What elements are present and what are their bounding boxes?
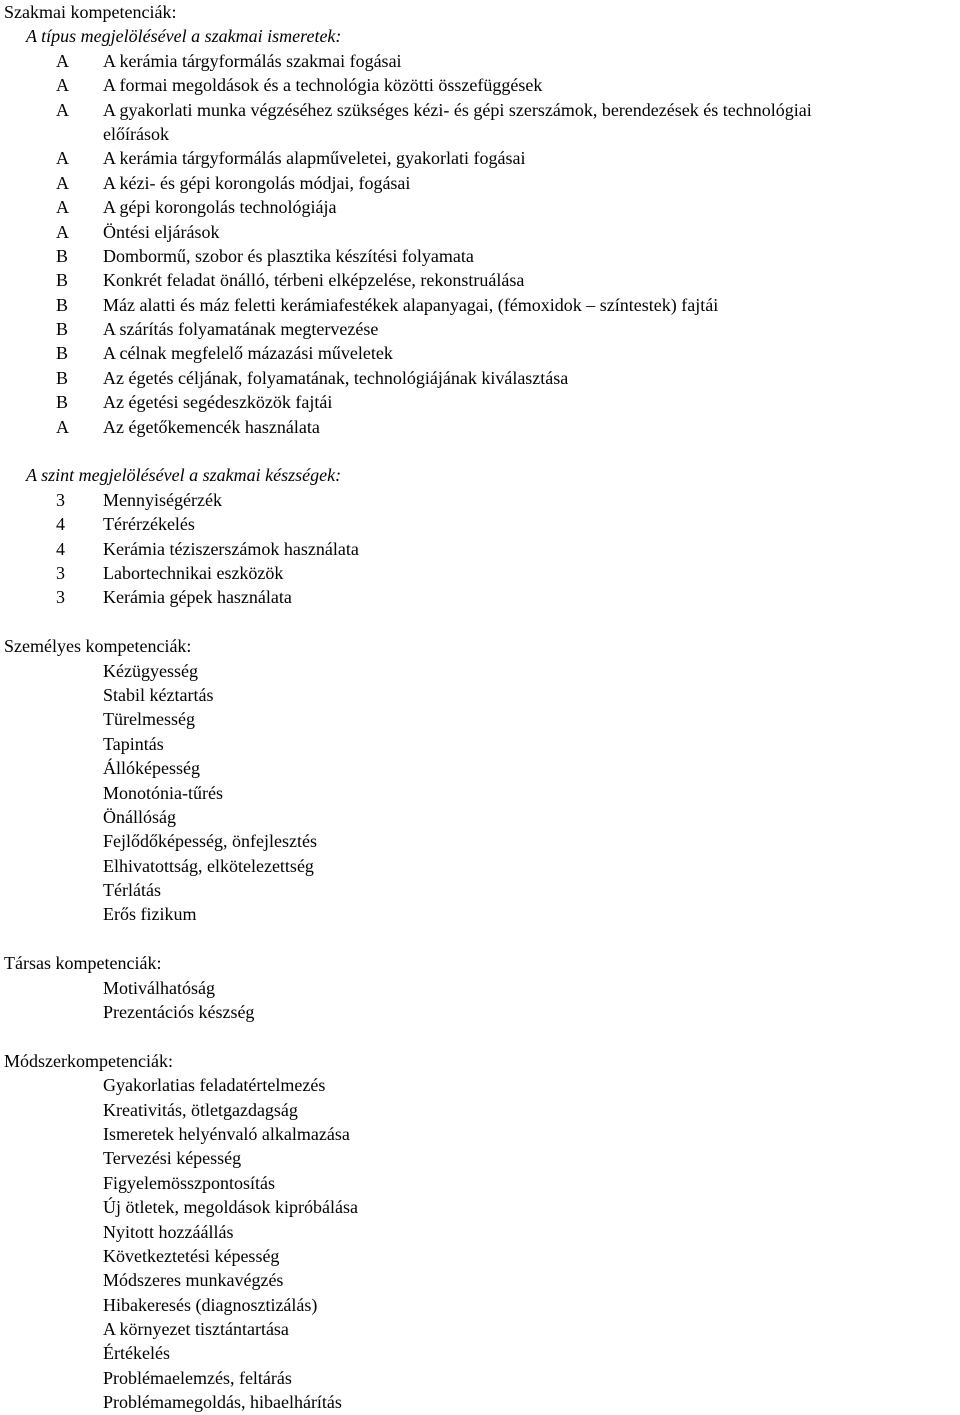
list-item bbox=[4, 561, 956, 585]
spacer bbox=[4, 610, 956, 634]
list-item bbox=[4, 585, 956, 609]
list-item bbox=[4, 512, 956, 536]
item-text: Az égetés céljának, folyamatának, technológiájának kiválasztása bbox=[103, 367, 569, 388]
section-title-szakmai: Szakmai kompetenciák: bbox=[4, 2, 177, 22]
list-item bbox=[4, 268, 956, 292]
item-text: A célnak megfelelő mázazási műveletek bbox=[103, 343, 393, 364]
spacer bbox=[4, 1024, 956, 1048]
item-text: Kerámia téziszerszámok használata bbox=[103, 538, 359, 559]
list-item bbox=[4, 415, 956, 439]
list-item bbox=[4, 244, 956, 268]
type-code: B bbox=[56, 294, 69, 315]
item-text: Labortechnikai eszközök bbox=[103, 562, 284, 583]
list-item: Hibakeresés (diagnosztizálás) bbox=[103, 1294, 318, 1315]
item-text: A gyakorlati munka végzéséhez szükséges kézi- és gépi szerszámok, berendezések és technológiai bbox=[103, 99, 812, 120]
list-item bbox=[4, 390, 956, 414]
level-code: 4 bbox=[56, 514, 65, 535]
section-title-szemelyes: Személyes kompetenciák: bbox=[4, 636, 192, 657]
item-text: Konkrét feladat önálló, térbeni elképzelése, rekonstruálása bbox=[103, 270, 525, 291]
spacer bbox=[4, 927, 956, 951]
spacer bbox=[4, 439, 956, 463]
list-item: Kreativitás, ötletgazdagság bbox=[103, 1099, 298, 1120]
type-code: B bbox=[56, 270, 69, 291]
list-item: Problémamegoldás, hibaelhárítás bbox=[103, 1392, 342, 1413]
type-code: A bbox=[56, 75, 69, 96]
list-item bbox=[4, 73, 956, 97]
tarsas-list bbox=[4, 976, 956, 1025]
section-title-modszer: Módszerkompetenciák: bbox=[4, 1050, 173, 1071]
level-code: 3 bbox=[56, 489, 65, 510]
type-code: B bbox=[56, 245, 69, 266]
item-text: Dombormű, szobor és plasztika készítési folyamata bbox=[103, 245, 474, 266]
type-code: A bbox=[56, 148, 69, 169]
list-item bbox=[4, 171, 956, 195]
list-item: Módszeres munkavégzés bbox=[103, 1270, 284, 1291]
list-item bbox=[4, 488, 956, 512]
subtitle-szakmai-keszsegek: A szint megjelölésével a szakmai készségek: bbox=[26, 465, 342, 486]
list-item bbox=[4, 293, 956, 317]
list-item: Figyelemösszpontosítás bbox=[103, 1172, 275, 1193]
item-text: A szárítás folyamatának megtervezése bbox=[103, 319, 379, 340]
type-code: B bbox=[56, 319, 69, 340]
list-item: Új ötletek, megoldások kipróbálása bbox=[103, 1197, 358, 1218]
keszsegek-list bbox=[4, 488, 956, 610]
list-item bbox=[4, 537, 956, 561]
item-text: Az égetőkemencék használata bbox=[103, 416, 320, 437]
list-item: Problémaelemzés, feltárás bbox=[103, 1367, 292, 1388]
list-item: Térlátás bbox=[103, 880, 161, 901]
list-item bbox=[4, 317, 956, 341]
level-code: 4 bbox=[56, 538, 65, 559]
item-text: Mennyiségérzék bbox=[103, 489, 222, 510]
type-code: B bbox=[56, 343, 69, 364]
type-code: A bbox=[56, 172, 69, 193]
list-item: Értékelés bbox=[103, 1343, 170, 1364]
type-code: B bbox=[56, 367, 69, 388]
list-item: Monotónia-tűrés bbox=[103, 782, 223, 803]
list-item bbox=[4, 49, 956, 73]
list-item: Állóképesség bbox=[103, 758, 200, 779]
list-item: Prezentációs készség bbox=[103, 1002, 255, 1023]
list-item: Következtetési képesség bbox=[103, 1245, 280, 1266]
list-item bbox=[4, 195, 956, 219]
list-item: Kézügyesség bbox=[103, 660, 198, 681]
type-code: A bbox=[56, 416, 69, 437]
type-code: B bbox=[56, 392, 69, 413]
list-item: Tapintás bbox=[103, 733, 164, 754]
document bbox=[4, 0, 956, 1415]
list-item: Türelmesség bbox=[103, 709, 195, 730]
item-text: A formai megoldások és a technológia közötti összefüggések bbox=[103, 75, 543, 96]
list-item: Erős fizikum bbox=[103, 904, 197, 925]
type-code: A bbox=[56, 197, 69, 218]
list-item: Gyakorlatias feladatértelmezés bbox=[103, 1075, 326, 1096]
list-item: Stabil kéztartás bbox=[103, 684, 214, 705]
list-item bbox=[4, 146, 956, 170]
item-text: Máz alatti és máz feletti kerámiafestékek alapanyagai, (fémoxidok – színtestek) fajtái bbox=[103, 294, 719, 315]
type-code: A bbox=[56, 221, 69, 242]
list-item-continuation bbox=[4, 122, 956, 146]
item-text: Kerámia gépek használata bbox=[103, 587, 292, 608]
item-text: A kézi- és gépi korongolás módjai, fogásai bbox=[103, 172, 411, 193]
item-text: A gépi korongolás technológiája bbox=[103, 197, 337, 218]
item-text: Térérzékelés bbox=[103, 514, 195, 535]
list-item: Önállóság bbox=[103, 806, 176, 827]
list-item bbox=[4, 341, 956, 365]
list-item bbox=[4, 98, 956, 122]
ismeretek-list bbox=[4, 49, 956, 439]
item-text: Öntési eljárások bbox=[103, 221, 220, 242]
item-text-continuation: előírások bbox=[103, 123, 169, 144]
item-text: A kerámia tárgyformálás szakmai fogásai bbox=[103, 50, 402, 71]
list-item: Tervezési képesség bbox=[103, 1148, 242, 1169]
list-item: Elhivatottság, elkötelezettség bbox=[103, 855, 314, 876]
type-code: A bbox=[56, 50, 69, 71]
list-item: Nyitott hozzáállás bbox=[103, 1221, 234, 1242]
level-code: 3 bbox=[56, 587, 65, 608]
type-code: A bbox=[56, 99, 69, 120]
list-item bbox=[4, 366, 956, 390]
list-item: Motiválhatóság bbox=[103, 977, 215, 998]
section-title-tarsas: Társas kompetenciák: bbox=[4, 953, 162, 974]
modszer-list bbox=[4, 1073, 956, 1414]
list-item: Ismeretek helyénvaló alkalmazása bbox=[103, 1123, 350, 1144]
list-item: A környezet tisztántartása bbox=[103, 1319, 289, 1340]
list-item: Fejlődőképesség, önfejlesztés bbox=[103, 831, 317, 852]
level-code: 3 bbox=[56, 562, 65, 583]
item-text: Az égetési segédeszközök fajtái bbox=[103, 392, 333, 413]
list-item bbox=[4, 220, 956, 244]
item-text: A kerámia tárgyformálás alapműveletei, gyakorlati fogásai bbox=[103, 148, 526, 169]
szemelyes-list bbox=[4, 659, 956, 927]
subtitle-szakmai-ismeretek: A típus megjelölésével a szakmai ismeretek: bbox=[26, 26, 342, 47]
